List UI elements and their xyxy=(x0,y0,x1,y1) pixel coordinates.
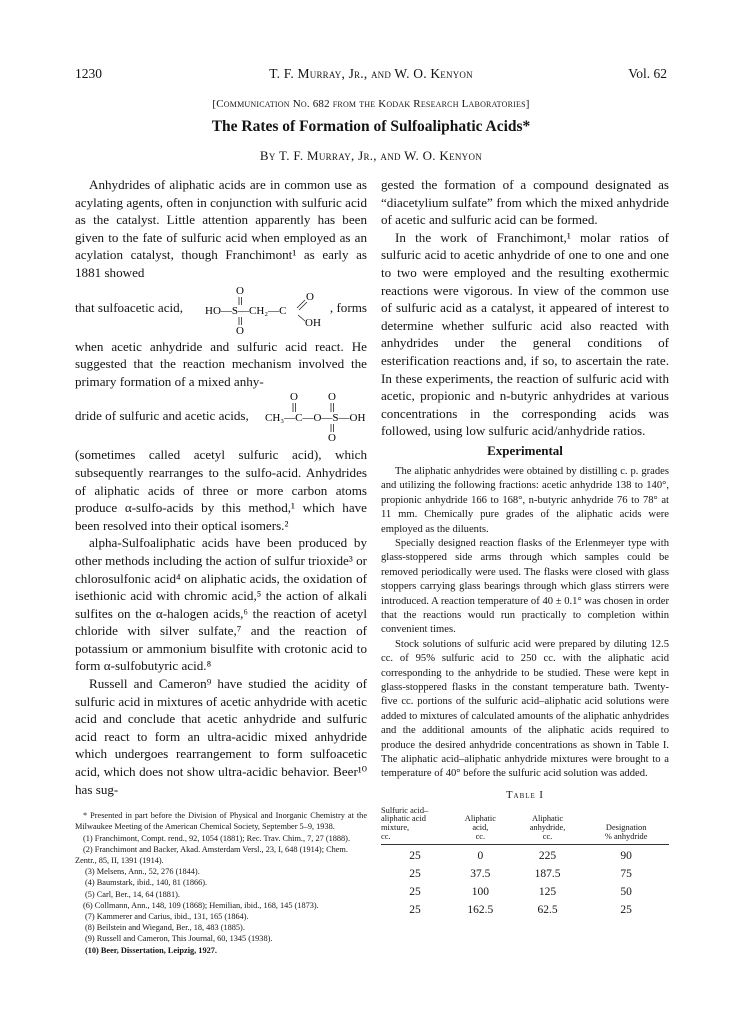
formula-o-1: O xyxy=(290,391,298,404)
article-title: The Rates of Formation of Sulfoaliphatic Acids* xyxy=(211,118,531,135)
paragraph: Russell and Cameron⁹ have studied the acidity of sulfuric acid in mixtures of acetic anhydride with acetic acid and conclude that acetic anhydride and sulfuric acid react to form an ultra-acidic mixed anhydride which undergoes rearrangement to form sulfoacetic acid, which does not show ultra-acidic behavior. Beer¹⁰ has sug- xyxy=(75,676,367,797)
footnote: (10) Beer, Dissertation, Leipzig, 1927. xyxy=(85,945,217,955)
formula-tail-text: , forms xyxy=(329,299,367,315)
table-cell: 50 xyxy=(620,886,632,899)
running-head xyxy=(75,66,667,82)
footnote: (3) Melsens, Ann., 52, 276 (1844). xyxy=(85,867,200,877)
running-authors: T. F. Murray, Jr., and W. O. Kenyon xyxy=(269,66,473,81)
table-cell: 25 xyxy=(409,850,421,863)
column-header xyxy=(449,807,512,845)
table-cell: 225 xyxy=(538,850,557,863)
header-line: Designation xyxy=(605,823,647,833)
formula-o-bottom: O xyxy=(236,324,244,334)
table-row xyxy=(381,863,669,881)
communication-line: [Communication No. 682 from the Kodak Research Laboratories] xyxy=(212,98,530,110)
formula-main-chain: HO—S—CH₂—C xyxy=(205,304,287,317)
header-line: anhydride, xyxy=(529,823,566,833)
formula-o-carbonyl: O xyxy=(306,290,314,303)
footnote: (5) Carl, Ber., 14, 64 (1881). xyxy=(85,889,180,899)
header-line: Aliphatic xyxy=(464,814,496,824)
table-cell: 37.5 xyxy=(470,868,491,881)
footnote: (4) Baumstark, ibid., 140, 81 (1866). xyxy=(85,878,208,888)
table-row xyxy=(381,881,669,899)
column-header xyxy=(512,807,584,845)
footnote: (7) Kammerer and Carius, ibid., 131, 165 (1864). xyxy=(85,912,249,922)
column-header xyxy=(583,807,669,845)
header-line: Sulfuric acid– xyxy=(381,805,429,815)
table-cell: 25 xyxy=(409,886,421,899)
header-line: cc. xyxy=(542,831,553,841)
table-cell: 90 xyxy=(620,850,632,863)
byline: By T. F. Murray, Jr., and W. O. Kenyon xyxy=(259,148,483,163)
footnote: (1) Franchimont, Compt. rend., 92, 1054 (1881); Rec. Trav. Chim., 7, 27 (1888). xyxy=(83,833,351,843)
formula-oh: OH xyxy=(305,316,321,329)
table-title: Table I xyxy=(506,789,544,801)
paragraph: when acetic anhydride and sulfuric acid react. He suggested that the reaction mechanism involved the primary formation of a mixed anhy- xyxy=(75,338,367,389)
formula-o-top: O xyxy=(236,284,244,297)
table-cell: 75 xyxy=(620,868,632,881)
left-column xyxy=(75,176,367,956)
footnote: (9) Russell and Cameron, This Journal, 60, 1345 (1938). xyxy=(85,934,273,944)
table-cell: 125 xyxy=(538,886,557,899)
header-line: Aliphatic xyxy=(531,814,564,824)
table-header-row xyxy=(381,807,669,845)
column-header xyxy=(381,807,449,845)
paragraph: alpha-Sulfoaliphatic acids have been produced by other methods including the action of sulfur trioxide³ or chlorosulfonic acid⁴ on aliphatic acids, the oxidation of isethionic acid with chromic acid,⁵ the action of alkali sulfites on the α-halogen acids,⁶ the reaction of acetyl chloride with silver sulfate,⁷ and the reaction of potassium or ammonium bisulfite with crotonic acid to form α-sulfobutyric acid.⁸ xyxy=(75,535,367,674)
paragraph: Anhydrides of aliphatic acids are in common use as acylating agents, often in conjunction with sulfuric acid as the catalyst. Little attention apparently has been given to the fate of sulfuric acid when employed as an acylation catalyst, though Franchimont¹ as early as 1881 showed xyxy=(75,177,367,280)
header-line: cc. xyxy=(381,831,391,841)
volume-label: Vol. 62 xyxy=(628,66,667,81)
header-line: aliphatic acid xyxy=(381,814,426,824)
formula-chain: CH₃—C—O—S—OH xyxy=(265,412,366,425)
table-cell: 187.5 xyxy=(534,868,561,881)
page-number: 1230 xyxy=(75,66,102,81)
paragraph: Stock solutions of sulfuric acid were prepared by diluting 12.5 cc. of 95% sulfuric acid to 250 cc. with the aliphatic acid corresponding to the anhydride to be studied. These were kept in glass-stoppered flasks in the constant temperature bath. Twenty-five cc. portions of the sulfuric acid–aliphatic acid solutions were added to mixtures of calculated amounts of the aliphatic anhydrides and the additional amounts of the aliphatic acids required to produce the desired anhydride concentrations as shown in Table I. The aliphatic acid–aliphatic anhydride mixtures were brought to a temperature of 40° before the sulfuric acid solution was added. xyxy=(381,638,669,780)
table-cell: 0 xyxy=(477,850,484,863)
footnote: (8) Beilstein and Wiegand, Ber., 18, 483 (1885). xyxy=(85,923,245,933)
table-cell: 62.5 xyxy=(537,904,558,917)
header-line: cc. xyxy=(475,831,486,841)
structural-formula-anhydride xyxy=(265,390,367,442)
paragraph: gested the formation of a compound designated as “diacetylium sulfate” from which the mixed anhydride of acetic and sulfuric acid can be formed. xyxy=(381,177,669,228)
table-1 xyxy=(381,807,669,917)
paragraph: (sometimes called acetyl sulfuric acid), which subsequently rearranges to the sulfo-acid. Anhydrides of aliphatic acids of three or more carbon atoms produce α-sulfo-acids by this method,¹ which have been resolved into their optical isomers.² xyxy=(75,447,367,533)
sulfoacetic-acid-formula xyxy=(75,284,367,334)
formula-o-2: O xyxy=(328,391,336,404)
table-cell: 25 xyxy=(409,904,421,917)
footnote: (2) Franchimont and Backer, Akad. Amsterdam Versl., 23, I, 648 (1914); Chem. Zentr., 85, II, 1391 (1914). xyxy=(75,844,348,866)
header-line: mixture, xyxy=(381,823,410,833)
right-column xyxy=(381,176,669,917)
mixed-anhydride-formula xyxy=(75,390,367,442)
header-line: acid, xyxy=(472,823,489,833)
formula-lead-text: dride of sulfuric and acetic acids, xyxy=(75,408,249,424)
footnote: (6) Collmann, Ann., 148, 109 (1868); Hemilian, ibid., 168, 145 (1873). xyxy=(83,900,319,910)
table-cell: 25 xyxy=(620,904,632,917)
table-cell: 25 xyxy=(409,868,421,881)
table-row xyxy=(381,899,669,917)
table-row xyxy=(381,845,669,864)
paragraph: In the work of Franchimont,¹ molar ratios of sulfuric acid to acetic anhydride of one to one and one to two were employed and the resulting exothermic reactions were vigorous. In view of the common use of sulfuric acid as a catalyst, it appeared of interest to determine whether sulfuric acid also reacted with anhydrides under the general conditions of esterification reactions and, if so, to ascertain the rate. In these experiments, the reaction of sulfuric acid with acetic, propionic and n-butyric anhydrides at various concentrations in the corresponding acids was followed, using low sulfuric acid/anhydride ratios. xyxy=(381,229,669,439)
formula-lead-text: that sulfoacetic acid, xyxy=(75,299,183,315)
paragraph: Specially designed reaction flasks of the Erlenmeyer type with glass-stoppered side arms through which samples could be removed periodically were used. The flasks were closed with glass stoppers carrying glass bearings through which glass stirrers were introduced. A reaction temperature of 40 ± 0.1° was chosen in order that the reactions would run practically to completion within convenient times. xyxy=(381,537,669,636)
header-line: % anhydride xyxy=(604,831,648,841)
section-heading-experimental: Experimental xyxy=(487,442,563,458)
table-cell: 100 xyxy=(471,886,489,899)
formula-o-3: O xyxy=(328,432,336,443)
paragraph: The aliphatic anhydrides were obtained by distilling c. p. grades and utilizing the following fractions: acetic anhydride 138 to 140°, propionic anhydride 166 to 168°, n-butyric anhydride 76 to 78° at 11 mm. Chemically pure grades of the aliphatic acids were employed as the diluents. xyxy=(381,465,669,535)
footnote: * Presented in part before the Division of Physical and Inorganic Chemistry at the Milwaukee Meeting of the American Chemical Society, September 5–9, 1938. xyxy=(75,811,367,832)
structural-formula-sulfoacetic xyxy=(205,284,333,334)
table-cell: 162.5 xyxy=(467,904,494,917)
footnotes xyxy=(75,810,367,956)
